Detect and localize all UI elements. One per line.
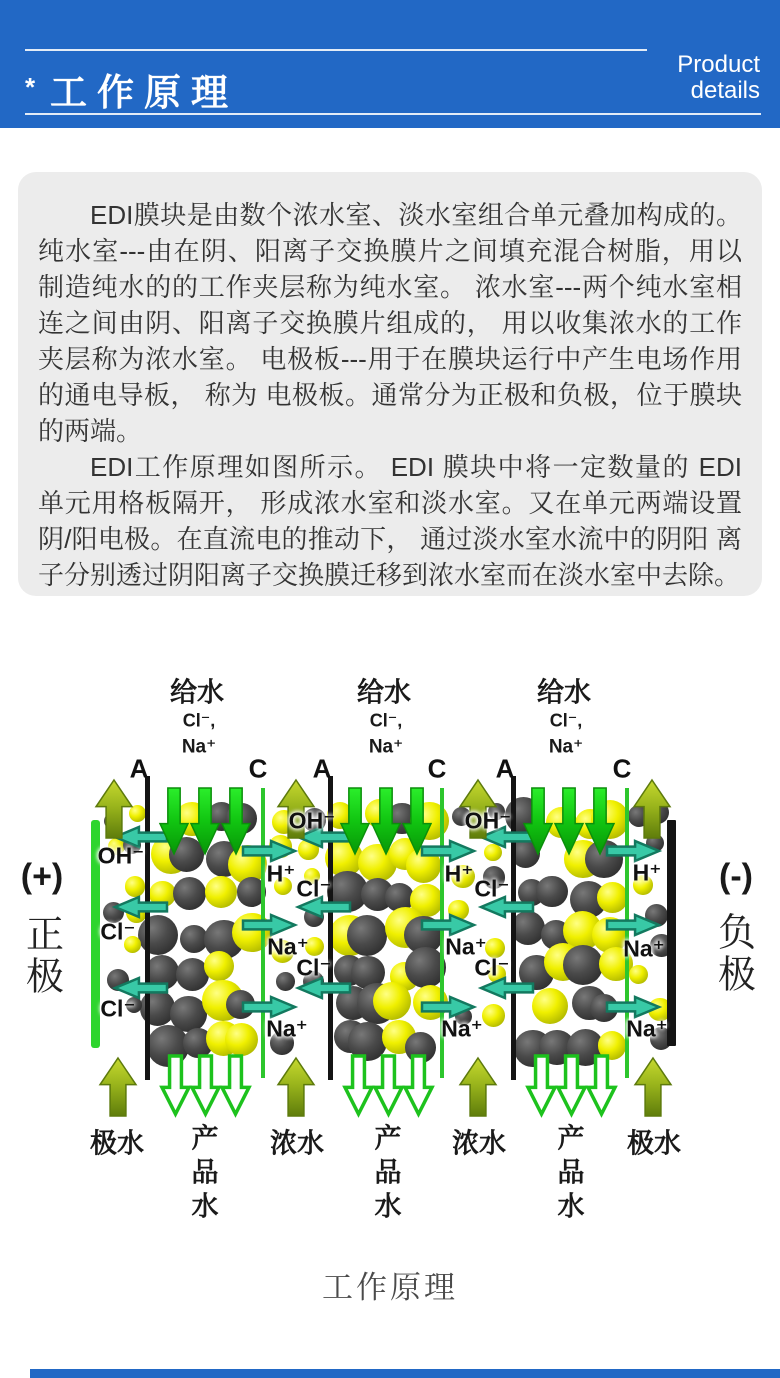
anion-membrane-label: A	[495, 753, 515, 784]
resin-bead-yellow	[205, 876, 237, 908]
ion-label: Cl⁻	[474, 954, 510, 981]
cation-membrane-label: C	[248, 753, 268, 784]
ion-label: Cl⁻	[100, 995, 136, 1022]
feed-ion-cl-label: Cl⁻,	[549, 710, 583, 731]
ion-label: H⁺	[632, 859, 662, 886]
ion-label: Na⁺	[266, 1015, 308, 1042]
resin-bead-yellow	[204, 951, 234, 981]
anion-membrane-line	[145, 776, 150, 1080]
electrode-water-up-arrow	[96, 780, 132, 838]
feed-ion-na-label: Na⁺	[181, 736, 217, 758]
positive-electrode-char1: 正	[25, 914, 65, 957]
bottom-flow-label: 浓水	[452, 1128, 506, 1159]
ion-label: H⁺	[444, 860, 474, 887]
concentrate-up-arrow	[635, 1058, 671, 1116]
resin-bead-dark	[347, 915, 388, 956]
footer-bar	[30, 1369, 780, 1378]
product-water-down-arrow	[222, 1056, 249, 1114]
page-title: 工作原理	[50, 72, 238, 113]
diagram-caption: 工作原理	[322, 1270, 458, 1305]
feed-water-label: 给水	[537, 677, 591, 708]
ion-label: H⁺	[266, 860, 296, 887]
ion-label: Na⁺	[623, 935, 665, 962]
bottom-flow-label: 极水	[627, 1128, 681, 1159]
concentrate-up-arrow	[460, 1058, 496, 1116]
product-details-line2: details	[690, 77, 760, 104]
ion-label: Na⁺	[445, 933, 487, 960]
ion-label: Na⁺	[626, 1015, 668, 1042]
ion-label: Cl⁻	[296, 875, 332, 902]
cation-membrane-label: C	[427, 753, 447, 784]
feed-down-arrow	[586, 788, 614, 854]
negative-sign-label: (-)	[719, 857, 753, 896]
feed-down-arrow	[524, 788, 552, 854]
product-water-label-char: 品	[374, 1157, 402, 1188]
resin-bead-yellow	[597, 882, 628, 913]
ion-label: Cl⁻	[296, 954, 332, 981]
product-water-label-char: 水	[557, 1191, 585, 1222]
resin-bead-dark	[536, 876, 568, 908]
product-water-down-arrow	[528, 1056, 555, 1114]
feed-ion-cl-label: Cl⁻,	[369, 710, 403, 731]
ion-label: OH⁻	[464, 807, 512, 834]
product-water-down-arrow	[405, 1056, 432, 1114]
anion-membrane-label: A	[312, 753, 332, 784]
resin-bead-yellow	[482, 1004, 505, 1027]
resin-bead-yellow	[629, 965, 648, 984]
product-water-label-char: 水	[191, 1191, 219, 1222]
positive-electrode-char2: 极	[25, 956, 65, 999]
feed-ion-cl-label: Cl⁻,	[182, 710, 216, 731]
product-water-down-arrow	[558, 1056, 585, 1114]
title-asterisk-icon: *	[25, 72, 36, 102]
feed-down-arrow	[555, 788, 583, 854]
product-water-down-arrow	[345, 1056, 372, 1114]
cation-migration-arrow	[243, 915, 295, 935]
ion-label: Cl⁻	[474, 875, 510, 902]
product-water-down-arrow	[192, 1056, 219, 1114]
feed-down-arrow	[403, 788, 431, 854]
positive-sign-label: (+)	[20, 857, 64, 896]
intro-paragraph-2: EDI工作原理如图所示。 EDI 膜块中将一定数量的 EDI 单元用格板隔开， 形成浓水室和淡水室。又在单元两端设置 阴/阳电极。在直流电的推动下， 通过淡水室水流中的阴阳 离子分别透过阴阳离子交换膜迁移到浓水室而在淡水室中去除。	[38, 452, 742, 590]
cation-migration-arrow	[243, 997, 295, 1017]
product-water-label-char: 品	[191, 1157, 219, 1188]
feed-down-arrow	[372, 788, 400, 854]
feed-water-label: 给水	[170, 677, 224, 708]
resin-bead-yellow	[225, 1023, 258, 1056]
intro-paragraph-1: EDI膜块是由数个浓水室、淡水室组合单元叠加构成的。 纯水室---由在阴、阳离子交换膜片之间填充混合树脂，用以 制造纯水的的工作夹层称为纯水室。 浓水室---两个纯水室相连之间由阴、阳离子交换膜片组成的， 用以收集浓水的工作夹层称为浓水室。 电极板---用于在膜块运行中产生电场作用的通电导板， 称为 电极板。通常分为正极和负极，位于膜块的两端。	[38, 200, 742, 446]
product-details-line1: Product	[677, 51, 760, 78]
ion-label: Na⁺	[441, 1015, 483, 1042]
concentrate-up-arrow	[278, 1058, 314, 1116]
electrode-water-up-arrow	[634, 780, 670, 838]
product-water-label-char: 产	[191, 1123, 219, 1154]
product-water-label-char: 产	[374, 1123, 402, 1154]
resin-bead-dark	[276, 972, 295, 991]
resin-bead-yellow	[125, 876, 146, 897]
cation-migration-arrow	[422, 915, 474, 935]
product-water-label-char: 产	[557, 1123, 585, 1154]
feed-ion-na-label: Na⁺	[368, 736, 404, 758]
feed-down-arrow	[341, 788, 369, 854]
resin-bead-yellow	[532, 988, 569, 1025]
concentrate-up-arrow	[100, 1058, 136, 1116]
negative-electrode-bar	[667, 820, 676, 1046]
bottom-flow-label: 极水	[90, 1128, 144, 1159]
bottom-flow-label: 浓水	[270, 1128, 324, 1159]
resin-bead-dark	[173, 877, 206, 910]
anion-migration-arrow	[115, 897, 167, 917]
product-water-label-char: 水	[374, 1191, 402, 1222]
ion-label: Na⁺	[267, 933, 309, 960]
ion-label: Cl⁻	[100, 918, 136, 945]
cation-membrane-label: C	[612, 753, 632, 784]
product-water-down-arrow	[588, 1056, 615, 1114]
feed-down-arrow	[160, 788, 188, 854]
negative-electrode-char2: 极	[717, 954, 757, 997]
ion-label: OH⁻	[97, 842, 145, 869]
cation-migration-arrow	[243, 841, 295, 861]
feed-ion-na-label: Na⁺	[548, 736, 584, 758]
cation-migration-arrow	[607, 841, 659, 861]
cation-migration-arrow	[422, 997, 474, 1017]
cation-migration-arrow	[607, 997, 659, 1017]
cation-migration-arrow	[607, 915, 659, 935]
feed-water-label: 给水	[357, 677, 411, 708]
feed-down-arrow	[191, 788, 219, 854]
ion-label: OH⁻	[288, 807, 336, 834]
anion-membrane-label: A	[129, 753, 149, 784]
product-water-down-arrow	[162, 1056, 189, 1114]
negative-electrode-char1: 负	[717, 912, 757, 955]
product-water-label-char: 品	[557, 1157, 585, 1188]
resin-bead-yellow	[373, 982, 411, 1020]
product-water-down-arrow	[375, 1056, 402, 1114]
feed-down-arrow	[222, 788, 250, 854]
resin-bead-dark	[563, 945, 603, 985]
